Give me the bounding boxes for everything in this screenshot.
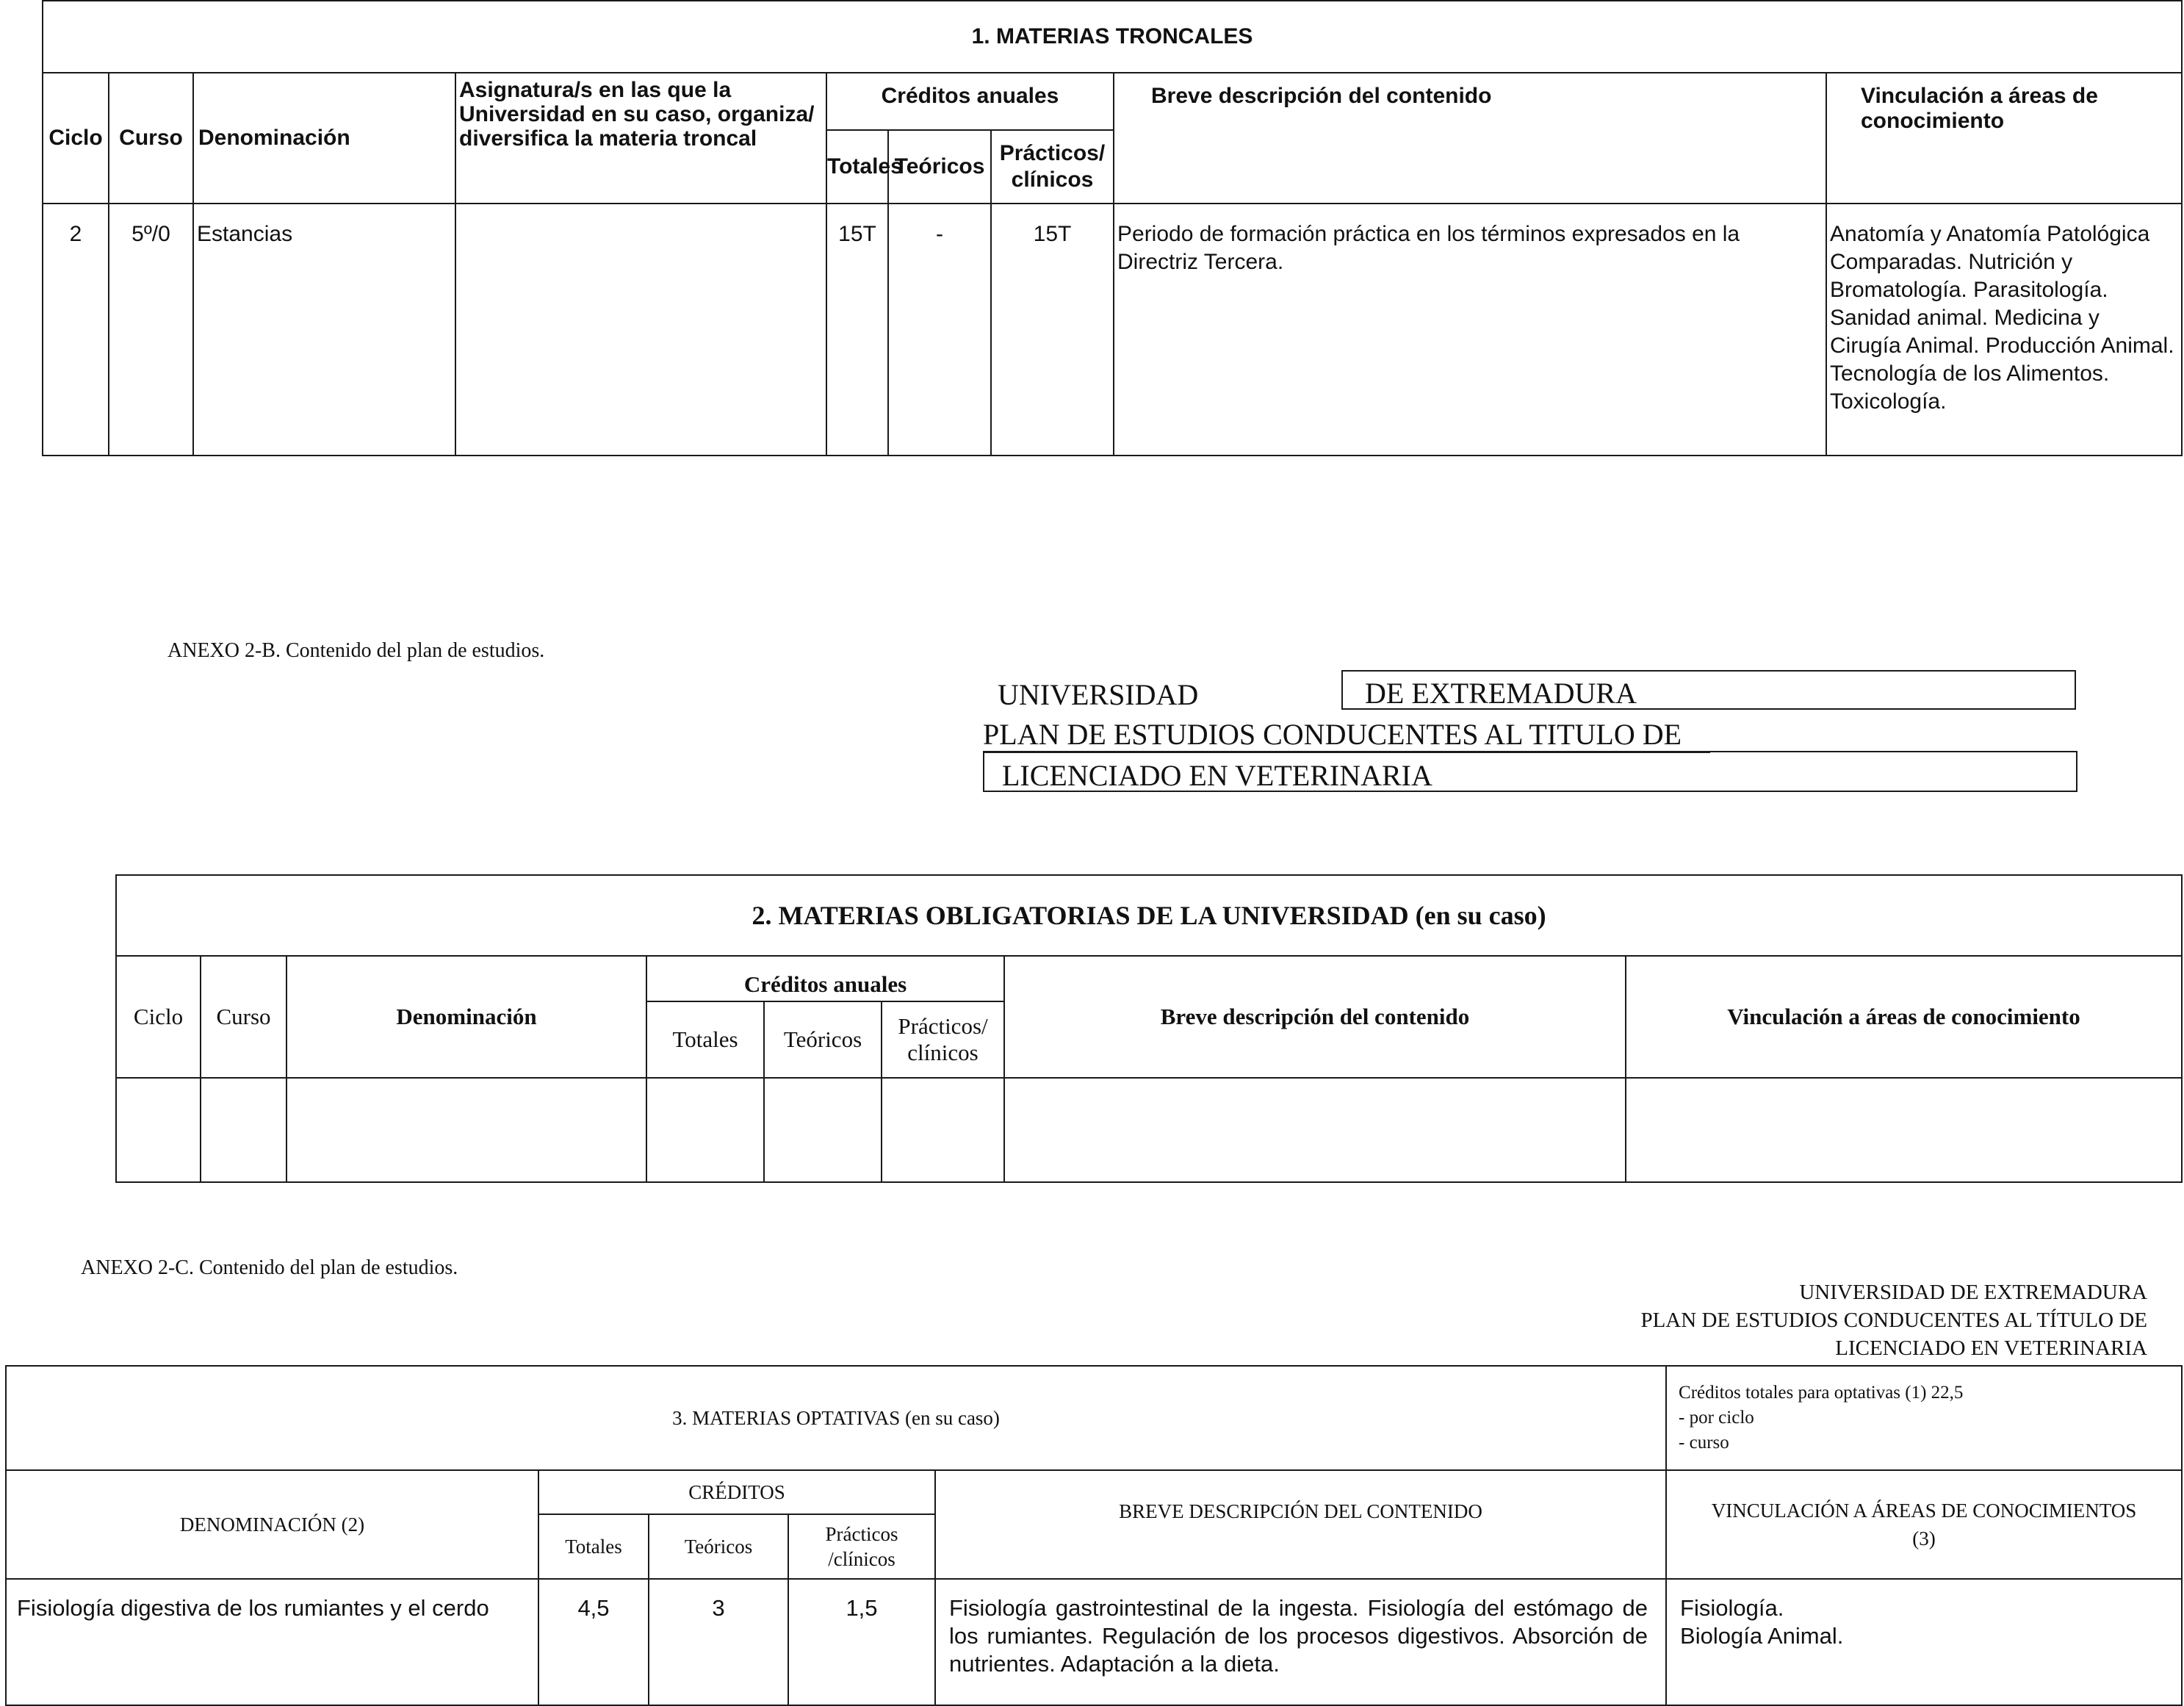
t2-empty-cell — [882, 1078, 1004, 1182]
anexo-2c-universidad: UNIVERSIDAD DE EXTREMADURA — [1799, 1281, 2147, 1304]
t3-header-creditos: CRÉDITOS — [538, 1470, 935, 1514]
t3-cell-denominacion: Fisiología digestiva de los rumiantes y el cerdo — [6, 1579, 538, 1705]
materias-obligatorias-table — [115, 874, 2183, 1183]
t2-header-ciclo: Ciclo — [116, 956, 201, 1078]
cell-denominacion: Estancias — [193, 204, 455, 456]
header-curso: Curso — [109, 73, 193, 204]
t2-empty-cell — [116, 1078, 201, 1182]
t2-header-totales: Totales — [646, 1001, 764, 1078]
creditos-optativas-info — [1666, 1366, 2182, 1470]
t2-empty-cell — [1004, 1078, 1626, 1182]
t3-header-descripcion: BREVE DESCRIPCIÓN DEL CONTENIDO — [935, 1470, 1666, 1579]
t2-empty-cell — [1626, 1078, 2182, 1182]
t2-header-creditos: Créditos anuales — [646, 956, 1004, 1001]
plan-estudios-label: PLAN DE ESTUDIOS CONDUCENTES AL TITULO DE — [983, 717, 1710, 753]
creditos-totales-optativas: Créditos totales para optativas (1) 22,5 — [1679, 1383, 1964, 1403]
creditos-curso: - curso — [1679, 1433, 1729, 1453]
t2-empty-cell — [201, 1078, 286, 1182]
table3-title: 3. MATERIAS OPTATIVAS (en su caso) — [6, 1366, 1666, 1470]
cell-curso: 5º/0 — [109, 204, 193, 456]
t2-header-descripcion: Breve descripción del contenido — [1004, 956, 1626, 1078]
t3-cell-teoricos: 3 — [649, 1579, 788, 1705]
header-creditos-anuales: Créditos anuales — [826, 73, 1114, 130]
table1-title: 1. MATERIAS TRONCALES — [43, 1, 2182, 73]
anexo-2c-label: ANEXO 2-C. Contenido del plan de estudios. — [81, 1256, 458, 1279]
header-asignaturas: Asignatura/s en las que la Universidad en su caso, organiza/ diversifica la materia troncal — [455, 73, 826, 204]
universidad-label: UNIVERSIDAD — [998, 678, 1199, 711]
cell-teoricos: - — [888, 204, 991, 456]
anexo-2c-header — [1640, 1278, 2147, 1362]
t3-vinculacion-item: Fisiología. — [1680, 1595, 1784, 1621]
anexo-2b-label: ANEXO 2-B. Contenido del plan de estudios. — [167, 639, 545, 662]
t2-empty-cell — [764, 1078, 882, 1182]
header-practicos: Prácticos/ clínicos — [991, 130, 1114, 204]
t2-header-denominacion: Denominación — [286, 956, 646, 1078]
t3-vinculacion-item: Biología Animal. — [1680, 1623, 1844, 1649]
t2-header-curso: Curso — [201, 956, 286, 1078]
cell-vinculacion: Anatomía y Anatomía Patológica Comparadas. Nutrición y Bromatología. Parasitología. Sanidad animal. Medicina y Cirugía Animal. Producción Animal. Tecnología de los Alimentos. Toxicología. — [1826, 204, 2182, 456]
cell-descripcion: Periodo de formación práctica en los términos expresados en la Directriz Tercera. — [1114, 204, 1826, 456]
t2-header-practicos: Prácticos/ clínicos — [882, 1001, 1004, 1078]
header-descripcion: Breve descripción del contenido — [1114, 73, 1826, 204]
titulo-value: LICENCIADO EN VETERINARIA — [983, 751, 2077, 792]
t2-header-teoricos: Teóricos — [764, 1001, 882, 1078]
materias-troncales-table — [42, 0, 2183, 456]
cell-asignaturas — [455, 204, 826, 456]
anexo-2c-plan: PLAN DE ESTUDIOS CONDUCENTES AL TÍTULO DE — [1640, 1309, 2147, 1332]
t3-header-teoricos: Teóricos — [649, 1514, 788, 1579]
header-vinculacion: Vinculación a áreas de conocimiento — [1826, 73, 2182, 204]
universidad-value: DE EXTREMADURA — [1341, 670, 2076, 710]
t3-cell-totales: 4,5 — [538, 1579, 649, 1705]
t3-cell-descripcion: Fisiología gastrointestinal de la ingesta. Fisiología del estómago de los rumiantes. Regulación de los procesos digestivos. Absorción de nutrientes. Adaptación a la dieta. — [935, 1579, 1666, 1705]
t2-header-vinculacion: Vinculación a áreas de conocimiento — [1626, 956, 2182, 1078]
cell-ciclo: 2 — [43, 204, 109, 456]
header-totales: Totales — [826, 130, 888, 204]
t3-cell-practicos: 1,5 — [788, 1579, 935, 1705]
t3-header-denominacion: DENOMINACIÓN (2) — [6, 1470, 538, 1579]
t2-empty-cell — [286, 1078, 646, 1182]
header-ciclo: Ciclo — [43, 73, 109, 204]
anexo-2c-titulo: LICENCIADO EN VETERINARIA — [1835, 1336, 2147, 1360]
creditos-por-ciclo: - por ciclo — [1679, 1408, 1754, 1428]
header-teoricos: Teóricos — [888, 130, 991, 204]
cell-practicos: 15T — [991, 204, 1114, 456]
materias-optativas-table — [5, 1365, 2183, 1706]
t2-empty-cell — [646, 1078, 764, 1182]
t3-cell-vinculacion — [1666, 1579, 2182, 1705]
t3-header-practicos: Prácticos /clínicos — [788, 1514, 935, 1579]
cell-totales: 15T — [826, 204, 888, 456]
table2-title: 2. MATERIAS OBLIGATORIAS DE LA UNIVERSIDAD (en su caso) — [116, 875, 2182, 956]
t3-header-totales: Totales — [538, 1514, 649, 1579]
t3-header-vinculacion: VINCULACIÓN A ÁREAS DE CONOCIMIENTOS (3) — [1666, 1470, 2182, 1579]
header-denominacion: Denominación — [193, 73, 455, 204]
